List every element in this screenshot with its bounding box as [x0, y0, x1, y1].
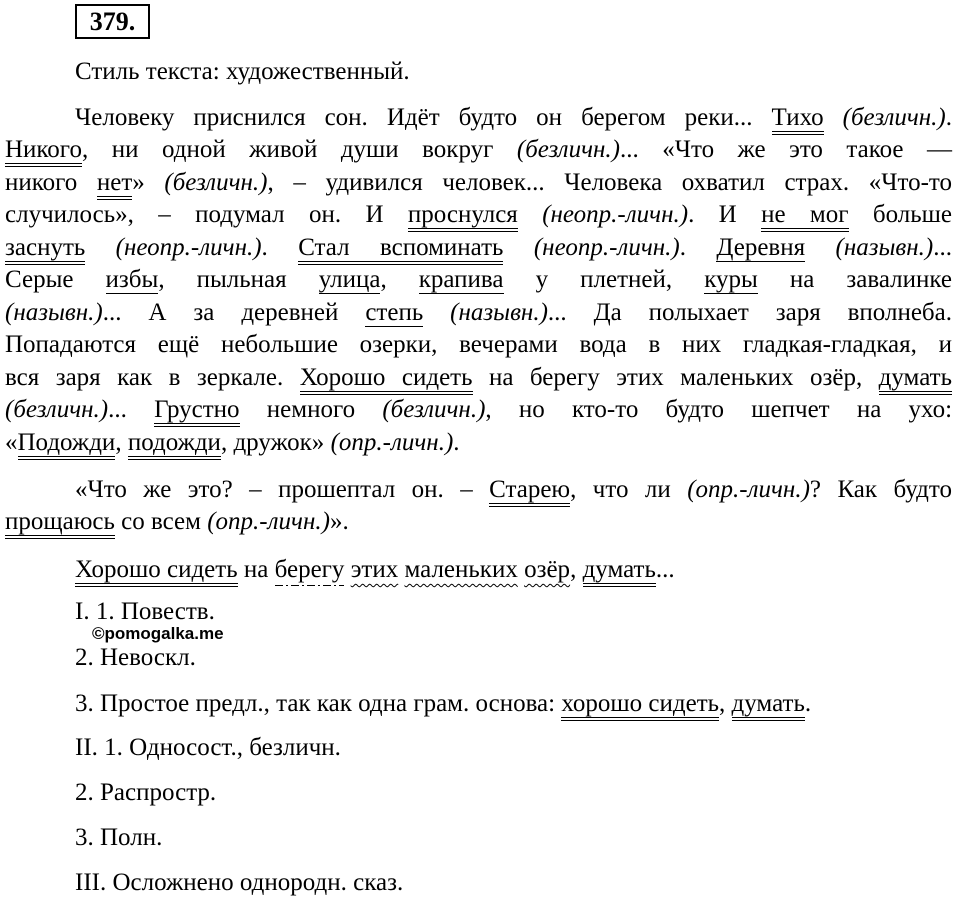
text-line [5, 507, 952, 537]
predicate-word: проснулся [408, 201, 518, 232]
text-fragment: , дружок» [220, 429, 331, 456]
text-fragment [805, 234, 835, 261]
sentence-type-note: (назывн.) [835, 234, 934, 261]
text-fragment: . [261, 234, 299, 261]
predicate-word: подожди [128, 429, 221, 460]
text-fragment: III. Осложнено однородн. сказ. [75, 869, 404, 896]
predicate-word: Подожди [18, 429, 116, 460]
exercise-number: 379. [75, 4, 150, 39]
predicate-word: Грустно [154, 396, 239, 427]
text-fragment: на завалинке [757, 266, 952, 293]
sentence-type-note: (безличн.) [516, 136, 620, 163]
text-fragment: Попадаются ещё небольшие озерки, вечерами вода в них гладкая-гладкая, и [5, 331, 952, 358]
text-fragment: . [453, 429, 460, 456]
text-fragment: 2. Распростр. [75, 779, 217, 806]
text-fragment [824, 104, 843, 131]
text-fragment: ... «Что же это такое — [619, 136, 952, 163]
predicate-word: прощаюсь [5, 508, 115, 539]
text-fragment: , пыльная [158, 266, 319, 293]
text-fragment: у плетней, [503, 266, 705, 293]
sentence-type-note: (опр.-личн.) [330, 429, 454, 456]
text-fragment: вся заря как в зеркале. [5, 364, 300, 391]
text-fragment: » [132, 169, 165, 196]
text-fragment: 3. Полн. [75, 824, 163, 851]
subject-word: избы [105, 266, 159, 293]
predicate-word: думать [583, 556, 656, 587]
text-fragment: со всем [114, 508, 208, 535]
sentence-type-note: (опр.-личн.) [207, 508, 330, 535]
text-line [5, 135, 952, 165]
text-fragment [503, 234, 533, 261]
text-fragment: , [380, 266, 419, 293]
sentence-type-note: (назывн.) [450, 299, 548, 326]
text-line [5, 428, 952, 458]
text-fragment: ... [108, 396, 155, 423]
text-fragment: . [945, 104, 953, 131]
text-fragment: . [804, 690, 812, 717]
text-fragment: ... Да полыхает заря вполнеба. [547, 299, 952, 326]
text-line [5, 330, 952, 360]
predicate-word: думать [879, 364, 952, 395]
text-line [75, 643, 952, 673]
sentence-type-note: (безличн.) [5, 396, 109, 423]
text-fragment: , ни одной живой души вокруг [81, 136, 517, 163]
predicate-word: Хорошо сидеть [300, 364, 473, 395]
text-line [75, 778, 952, 808]
text-fragment: ». [329, 508, 349, 535]
text-line [5, 233, 952, 263]
attribute-word: этих [350, 556, 399, 583]
text-fragment: , [115, 429, 128, 456]
text-line [5, 200, 952, 230]
watermark: ©pomogalka.me [92, 624, 224, 643]
text-fragment: на берегу этих маленьких озёр, [472, 364, 879, 391]
text-line [5, 298, 952, 328]
text-line [75, 103, 952, 133]
text-fragment: на [237, 556, 275, 583]
text-line [75, 823, 952, 853]
adverbial-word: берегу [275, 556, 345, 586]
text-fragment: Серые [5, 266, 106, 293]
text-fragment: немного [239, 396, 383, 423]
text-fragment: II. 1. Односост., безличн. [75, 734, 341, 761]
text-fragment: I. 1. Повеств. [75, 598, 215, 625]
predicate-word: нет [97, 169, 132, 200]
sentence-type-note: (неопр.-личн.) [533, 234, 680, 261]
text-style-line: Стиль текста: художественный. [75, 58, 410, 85]
text-fragment: « [5, 429, 18, 456]
sentence-type-note: (безличн.) [164, 169, 268, 196]
text-line [75, 555, 952, 585]
text-fragment: случилось», – подумал он. И [5, 201, 408, 228]
text-line [75, 475, 952, 505]
text-fragment [518, 201, 542, 228]
text-line [5, 265, 952, 295]
sentence-type-note: (безличн.) [382, 396, 486, 423]
text-fragment: «Что же это? – прошептал он. – [75, 476, 490, 503]
text-fragment: , но кто-то будто шепчет на ухо: [485, 396, 953, 423]
predicate-word: Стал вспоминать [298, 234, 503, 265]
text-line [75, 689, 952, 719]
text-fragment: 2. Невоскл. [75, 644, 196, 671]
text-line [75, 868, 952, 898]
text-fragment: ... [655, 556, 675, 583]
text-fragment: 3. Простое предл., так как одна грам. основа: [75, 690, 562, 717]
sentence-type-note: (безличн.) [842, 104, 946, 131]
predicate-word: думать [732, 690, 805, 721]
sentence-type-note: (назывн.) [5, 299, 103, 326]
subject-word: степь [365, 299, 424, 326]
attribute-word: маленьких [404, 556, 518, 583]
sentence-type-note: (неопр.-личн.) [542, 201, 689, 228]
text-fragment: , [719, 690, 732, 717]
text-fragment: ... [933, 234, 952, 261]
predicate-word: заснуть [5, 234, 85, 265]
text-fragment [85, 234, 115, 261]
subject-word: Деревня [716, 234, 806, 261]
predicate-word: не мог [761, 201, 848, 232]
subject-word: крапива [418, 266, 504, 293]
text-fragment [423, 299, 450, 326]
text-line [75, 597, 952, 627]
predicate-word: Тихо [772, 104, 824, 135]
text-fragment: , [570, 556, 583, 583]
subject-word: куры [704, 266, 758, 293]
text-fragment: больше [848, 201, 952, 228]
text-fragment: никого [5, 169, 97, 196]
text-fragment: , – удивился человек... Человека охватил страх. «Что-то [267, 169, 953, 196]
text-line [5, 395, 952, 425]
predicate-word: Старею [489, 476, 570, 507]
text-fragment: ? Как будто [809, 476, 952, 503]
subject-word: улица [318, 266, 381, 293]
text-line [5, 168, 952, 198]
predicate-word: Хорошо сидеть [75, 556, 238, 587]
predicate-word: хорошо сидеть [561, 690, 719, 721]
text-fragment: . И [688, 201, 762, 228]
sentence-type-note: (неопр.-личн.) [115, 234, 262, 261]
predicate-word: Никого [5, 136, 82, 167]
text-fragment: Человеку приснился сон. Идёт будто он берегом реки... [75, 104, 772, 131]
text-fragment: ... А за деревней [102, 299, 366, 326]
text-line [5, 363, 952, 393]
text-line [75, 733, 952, 763]
sentence-type-note: (опр.-личн.) [687, 476, 810, 503]
text-fragment: . [679, 234, 717, 261]
attribute-word: озёр [524, 556, 571, 583]
text-fragment: , что ли [570, 476, 688, 503]
